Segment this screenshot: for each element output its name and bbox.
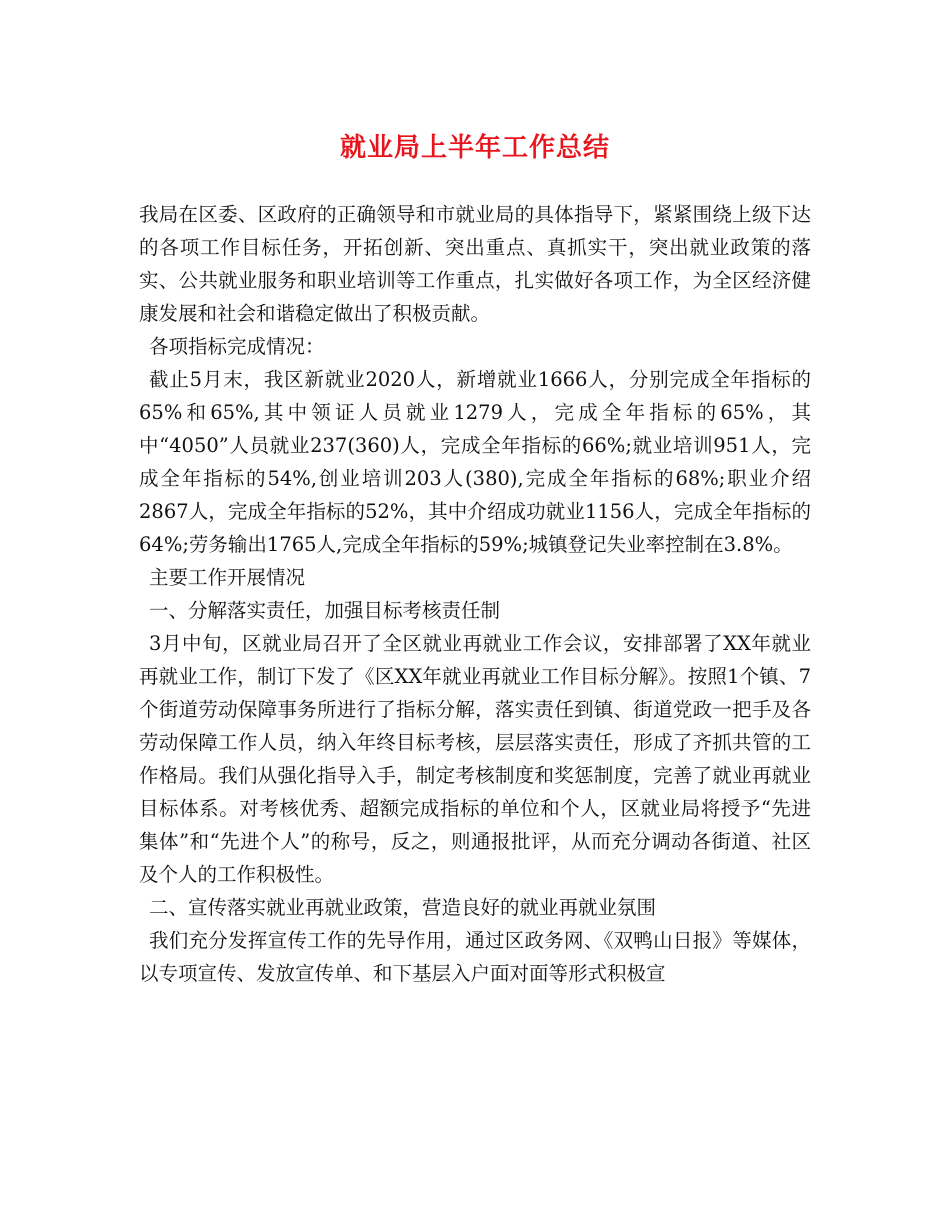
document-title: 就业局上半年工作总结	[339, 133, 610, 163]
paragraph-section-2: 我们充分发挥宣传工作的先导作用，通过区政务网、《双鸭山日报》等媒体，以专项宣传、发放宣传单、和下基层入户面对面等形式积极宣	[139, 929, 811, 985]
paragraph-indicators: 截止5月末，我区新就业2020人，新增就业1666人，分别完成全年指标的65%和65%,其中领证人员就业1279人，完成全年指标的65%，其中“4050”人员就业237(360)人，完成全年指标的66%;就业培训951人，完成全年指标的54%,创业培训203人(380),完成全年指标的68%;职业介绍2867人，完成全年指标的52%，其中介绍成功就业1156人，完成全年指标的64%;劳务输出1765人,完成全年指标的59%;城镇登记失业率控制在3.8%。	[139, 368, 811, 556]
document-body	[139, 198, 811, 990]
heading-main-work: 主要工作开展情况	[149, 566, 306, 589]
heading-indicators: 各项指标完成情况：	[149, 335, 325, 358]
paragraph-intro: 我局在区委、区政府的正确领导和市就业局的具体指导下，紧紧围绕上级下达的各项工作目标任务，开拓创新、突出重点、真抓实干，突出就业政策的落实、公共就业服务和职业培训等工作重点，扎实做好各项工作，为全区经济健康发展和社会和谐稳定做出了积极贡献。	[139, 203, 811, 325]
heading-section-1: 一、分解落实责任，加强目标考核责任制	[149, 599, 501, 622]
paragraph-section-1: 3月中旬，区就业局召开了全区就业再就业工作会议，安排部署了XX年就业再就业工作，制订下发了《区XX年就业再就业工作目标分解》。按照1个镇、7个街道劳动保障事务所进行了指标分解，落实责任到镇、街道党政一把手及各劳动保障工作人员，纳入年终目标考核，层层落实责任，形成了齐抓共管的工作格局。我们从强化指导入手，制定考核制度和奖惩制度，完善了就业再就业目标体系。对考核优秀、超额完成指标的单位和个人，区就业局将授予“先进集体”和“先进个人”的称号，反之，则通报批评，从而充分调动各街道、社区及个人的工作积极性。	[139, 632, 811, 886]
heading-section-2: 二、宣传落实就业再就业政策，营造良好的就业再就业氛围	[149, 896, 657, 919]
